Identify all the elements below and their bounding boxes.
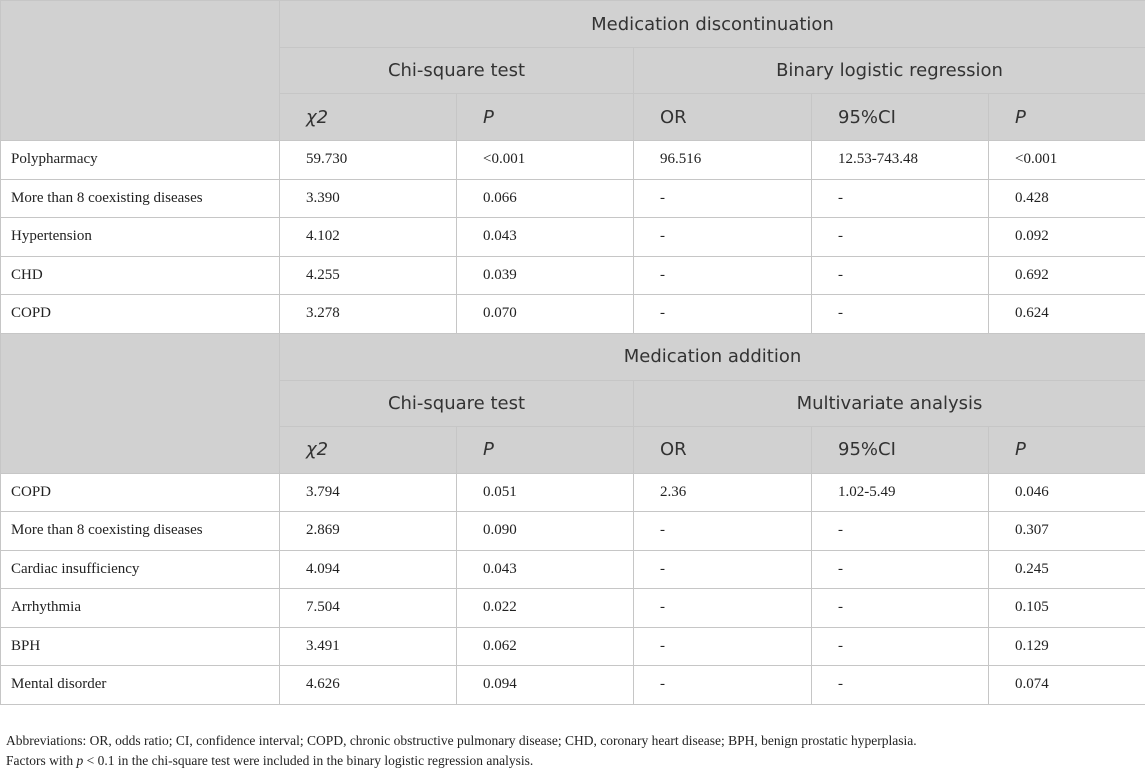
table-cell	[280, 473, 457, 512]
table-cell-text: -	[838, 676, 843, 693]
table-cell	[280, 218, 457, 257]
section2-title-row	[1, 333, 1145, 380]
section2-col-header-text: 95%CI	[838, 439, 896, 460]
table-cell	[280, 179, 457, 218]
section2-col-header	[634, 426, 812, 473]
row-label-text: Hypertension	[11, 228, 92, 245]
section1-col-header	[634, 94, 812, 141]
table-cell-text: 0.074	[1015, 676, 1049, 693]
table-cell-text: 2.36	[660, 483, 687, 500]
table-footnote	[0, 705, 1145, 771]
table-cell-text: 0.070	[483, 305, 517, 322]
table-cell-text: -	[838, 522, 843, 539]
section1-title-text: Medication discontinuation	[591, 13, 834, 35]
section2-corner	[1, 333, 280, 473]
table-cell	[989, 218, 1145, 257]
row-label-text: Arrhythmia	[11, 599, 81, 616]
table-cell-text: 1.02-5.49	[838, 483, 896, 500]
section1-group-a-text: Chi-square test	[387, 60, 526, 81]
table-cell-text: -	[660, 637, 665, 654]
table-cell	[280, 512, 457, 551]
table-cell-text: 0.092	[1015, 228, 1049, 245]
table-row	[1, 473, 1145, 512]
table-cell-text: -	[660, 228, 665, 245]
table-cell-text: -	[838, 228, 843, 245]
section1-col-header	[812, 94, 989, 141]
table-cell-text: 96.516	[660, 151, 702, 168]
table-cell	[634, 512, 812, 551]
section2-col-header-text: OR	[660, 439, 687, 460]
row-label-text: Mental disorder	[11, 676, 107, 693]
table-cell	[280, 295, 457, 334]
table-cell-text: -	[838, 189, 843, 206]
section2-col-header	[812, 426, 989, 473]
section1-title	[280, 1, 1145, 48]
table-cell	[634, 666, 812, 705]
table-cell	[457, 295, 634, 334]
row-label-text: Cardiac insufficiency	[11, 560, 140, 577]
row-label	[1, 550, 280, 589]
table-row	[1, 256, 1145, 295]
section1-col-header	[280, 94, 457, 141]
table-row	[1, 218, 1145, 257]
table-row	[1, 141, 1145, 180]
row-label	[1, 295, 280, 334]
table-cell	[812, 256, 989, 295]
table-cell-text: 0.307	[1015, 522, 1049, 539]
table-cell-text: 12.53-743.48	[838, 151, 918, 168]
section2-title	[280, 333, 1145, 380]
section2-col-header-text: P	[483, 439, 494, 460]
table-cell	[634, 589, 812, 628]
table-cell-text: -	[838, 599, 843, 616]
section1-col-header-text: 95%CI	[838, 106, 896, 128]
section1-col-header-text: P	[483, 106, 494, 128]
table-cell	[812, 295, 989, 334]
row-label	[1, 256, 280, 295]
table-cell	[989, 666, 1145, 705]
table-cell-text: 3.491	[306, 637, 340, 654]
row-label	[1, 627, 280, 666]
table-cell	[812, 512, 989, 551]
row-label	[1, 141, 280, 180]
table-cell-text: 4.255	[306, 266, 340, 283]
table-cell-text: -	[660, 522, 665, 539]
table-cell-text: 4.094	[306, 560, 340, 577]
table-cell-text: 3.794	[306, 483, 340, 500]
table-cell-text: 0.039	[483, 266, 517, 283]
table-cell-text: -	[660, 560, 665, 577]
table-cell	[812, 473, 989, 512]
table-cell	[457, 473, 634, 512]
table-cell-text: 0.062	[483, 637, 517, 654]
table-cell	[457, 512, 634, 551]
table-cell	[989, 179, 1145, 218]
section1-group-b-text: Binary logistic regression	[776, 60, 1003, 81]
table-cell-text: 2.869	[306, 522, 340, 539]
table-cell	[457, 256, 634, 295]
table-cell	[280, 627, 457, 666]
table-cell-text: 0.692	[1015, 266, 1049, 283]
table-cell	[812, 589, 989, 628]
table-cell-text: 0.428	[1015, 189, 1049, 206]
table-cell	[457, 666, 634, 705]
section1-group-b	[634, 48, 1145, 94]
table-cell	[812, 141, 989, 180]
table-cell-text: 0.245	[1015, 560, 1049, 577]
section2-col-header	[457, 426, 634, 473]
table-cell-text: -	[838, 560, 843, 577]
table-cell-text: -	[660, 305, 665, 322]
section1-group-a	[280, 48, 634, 94]
section2-col-header-text: χ2	[306, 439, 329, 460]
table-cell-text: 3.278	[306, 305, 340, 322]
table-cell-text: 4.102	[306, 228, 340, 245]
row-label-text: COPD	[11, 483, 52, 500]
table-cell	[457, 218, 634, 257]
section2-group-b-text: Multivariate analysis	[796, 392, 983, 414]
section1-col-header	[989, 94, 1145, 141]
row-label-text: COPD	[11, 305, 52, 322]
table-cell	[634, 179, 812, 218]
section1-col-header-text: P	[1015, 106, 1026, 128]
table-cell-text: 0.090	[483, 522, 517, 539]
section2-title-text: Medication addition	[623, 346, 802, 367]
table-cell	[989, 473, 1145, 512]
row-label	[1, 473, 280, 512]
table-row	[1, 589, 1145, 628]
section2-group-a-text: Chi-square test	[387, 392, 526, 414]
table-cell	[989, 256, 1145, 295]
table-cell	[634, 295, 812, 334]
table-cell-text: -	[838, 637, 843, 654]
row-label	[1, 512, 280, 551]
table-cell	[634, 473, 812, 512]
table-cell-text: 0.129	[1015, 637, 1049, 654]
row-label	[1, 589, 280, 628]
table-cell	[812, 627, 989, 666]
section1-col-header	[457, 94, 634, 141]
table-row	[1, 666, 1145, 705]
section1-corner	[1, 1, 280, 141]
table-cell	[989, 550, 1145, 589]
section1-col-header-text: OR	[660, 106, 687, 128]
table-cell	[989, 512, 1145, 551]
section2-col-header	[989, 426, 1145, 473]
table-cell	[457, 589, 634, 628]
table-cell	[634, 218, 812, 257]
table-cell	[280, 550, 457, 589]
table-row	[1, 512, 1145, 551]
table-cell	[280, 256, 457, 295]
table-cell	[634, 256, 812, 295]
table-cell	[989, 589, 1145, 628]
table-cell	[457, 179, 634, 218]
table-cell-text: -	[838, 305, 843, 322]
row-label	[1, 218, 280, 257]
section2-group-b	[634, 380, 1145, 426]
table-cell-text: 59.730	[306, 151, 348, 168]
table-cell-text: -	[660, 266, 665, 283]
table-cell-text: -	[660, 189, 665, 206]
table-cell-text: 0.046	[1015, 483, 1049, 500]
table-cell	[989, 141, 1145, 180]
table-cell-text: -	[660, 676, 665, 693]
table-cell	[280, 666, 457, 705]
section2-col-header-text: P	[1015, 439, 1026, 460]
table-cell	[812, 218, 989, 257]
table-cell	[280, 141, 457, 180]
table-cell-text: 3.390	[306, 189, 340, 206]
table-cell	[634, 627, 812, 666]
table-cell-text: -	[838, 266, 843, 283]
table-cell	[812, 666, 989, 705]
row-label	[1, 666, 280, 705]
table-cell-text: 0.105	[1015, 599, 1049, 616]
footnote-abbreviations: Abbreviations: OR, odds ratio; CI, confidence interval; COPD, chronic obstructive pulmonary disease; CHD, coronary heart disease; BPH, benign prostatic hyperplasia.	[6, 732, 917, 748]
table-cell	[457, 550, 634, 589]
row-label-text: More than 8 coexisting diseases	[11, 189, 203, 206]
row-label-text: BPH	[11, 637, 41, 654]
table-cell-text: 0.022	[483, 599, 517, 616]
section2-col-header	[280, 426, 457, 473]
table-cell-text: 0.043	[483, 228, 517, 245]
table-row	[1, 627, 1145, 666]
table-cell-text: 0.624	[1015, 305, 1049, 322]
row-label-text: CHD	[11, 266, 43, 283]
table-row	[1, 179, 1145, 218]
row-label	[1, 179, 280, 218]
table-cell	[989, 627, 1145, 666]
row-label-text: Polypharmacy	[11, 151, 98, 168]
table-cell-text: 0.094	[483, 676, 517, 693]
footnote-criteria: Factors with p < 0.1 in the chi-square test were included in the binary logistic regression analysis.	[6, 752, 534, 768]
table-cell	[634, 141, 812, 180]
table-cell-text: <0.001	[483, 151, 526, 168]
table-cell	[812, 550, 989, 589]
table-cell-text: 4.626	[306, 676, 340, 693]
table-cell	[280, 589, 457, 628]
table-cell	[989, 295, 1145, 334]
table-cell-text: 0.043	[483, 560, 517, 577]
table-cell-text: <0.001	[1015, 151, 1058, 168]
table-cell	[457, 141, 634, 180]
table-cell	[812, 179, 989, 218]
table-cell	[634, 550, 812, 589]
table-row	[1, 295, 1145, 334]
table-cell-text: 7.504	[306, 599, 340, 616]
section2-group-a	[280, 380, 634, 426]
table-cell-text: 0.051	[483, 483, 517, 500]
row-label-text: More than 8 coexisting diseases	[11, 522, 203, 539]
section1-col-header-text: χ2	[306, 106, 329, 128]
table-row	[1, 550, 1145, 589]
table-cell-text: -	[660, 599, 665, 616]
section1-title-row	[1, 1, 1145, 48]
table-cell	[457, 627, 634, 666]
table-cell-text: 0.066	[483, 189, 517, 206]
